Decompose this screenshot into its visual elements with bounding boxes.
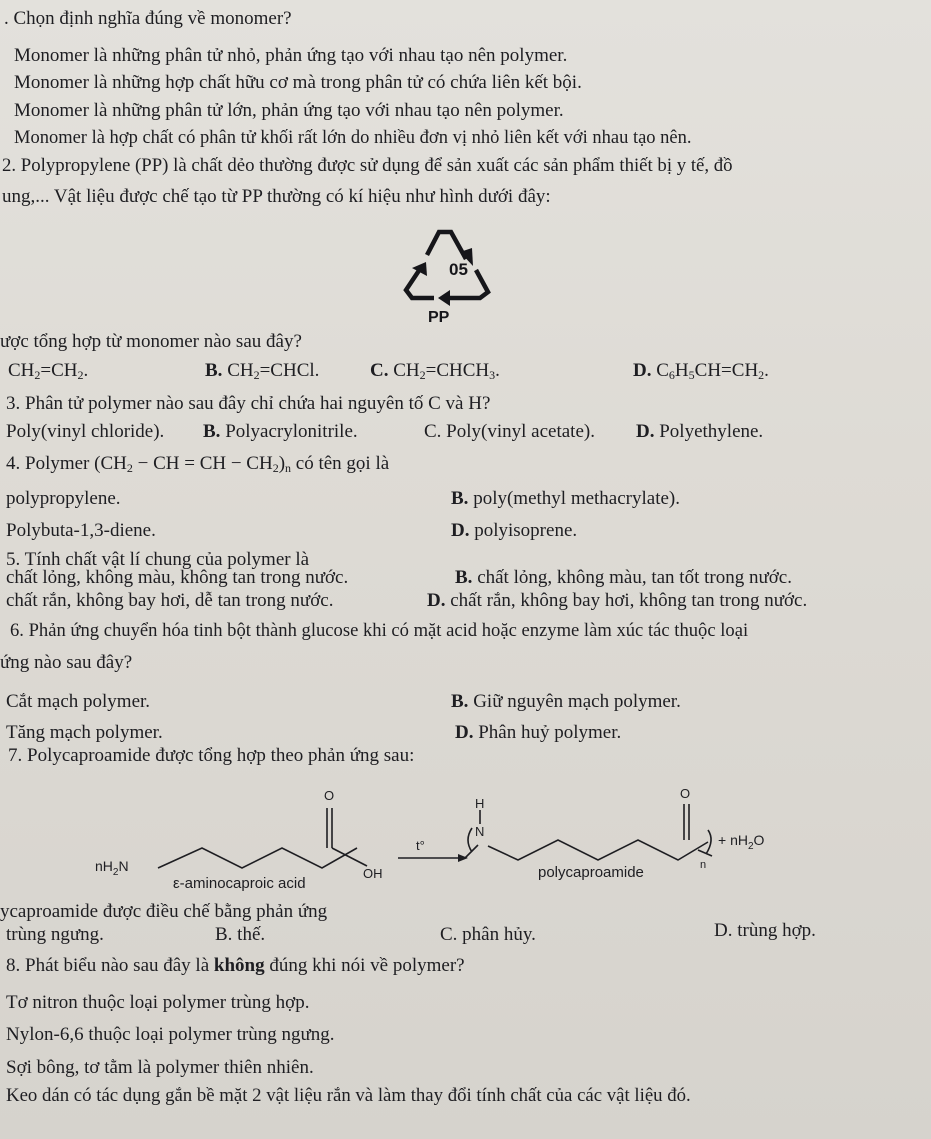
reactant-o-label: O xyxy=(324,788,335,803)
recycle-arrow-top xyxy=(427,232,466,259)
q4-option-c: Polybuta-1,3-diene. xyxy=(6,520,156,541)
q4-option-b: B. poly(methyl methacrylate). xyxy=(451,488,680,509)
q8-option-c: Sợi bông, tơ tằm là polymer thiên nhiên. xyxy=(6,1057,314,1078)
q3-option-b: B. Polyacrylonitrile. xyxy=(203,421,358,442)
product-o-label: O xyxy=(680,786,691,801)
recycle-arrow-left xyxy=(406,269,434,298)
q5-option-a: chất lỏng, không màu, không tan trong nước. xyxy=(6,567,349,588)
q2-option-b: B. $CH_2=CHCl$. xyxy=(205,360,320,382)
q3-stem: 3. Phân tử polymer nào sau đây chỉ chứa hai nguyên tố C và H? xyxy=(6,393,491,414)
q6-option-d: D. Phân huỷ polymer. xyxy=(455,722,622,743)
q8-option-b: Nylon-6,6 thuộc loại polymer trùng ngưng. xyxy=(6,1024,335,1045)
q2-stem-line1: 2. Polypropylene (PP) là chất dẻo thường được sử dụng để sản xuất các sản phẩm thiết bị y tế, đồ xyxy=(2,155,733,176)
q1-option-d: Monomer là hợp chất có phân tử khối rất lớn do nhiều đơn vị nhỏ liên kết với nhau tạo nên. xyxy=(14,128,692,148)
q8-option-a: Tơ nitron thuộc loại polymer trùng hợp. xyxy=(6,992,310,1013)
q5-option-d: D. chất rắn, không bay hơi, không tan trong nước. xyxy=(427,590,808,611)
q7-option-d: D. trùng hợp. xyxy=(714,920,816,941)
pp-recycling-symbol xyxy=(380,222,520,332)
reaction-arrowhead-icon xyxy=(458,854,468,862)
q1-option-a: Monomer là những phân tử nhỏ, phản ứng tạo với nhau tạo nên polymer. xyxy=(14,45,568,66)
q1-option-c: Monomer là những phân tử lớn, phản ứng tạo với nhau tạo nên polymer. xyxy=(14,100,564,121)
q6-option-c: Tăng mạch polymer. xyxy=(6,722,163,743)
heat-label: t° xyxy=(416,838,425,853)
q7-option-c: C. phân hủy. xyxy=(440,924,536,945)
q5-option-b: B. chất lỏng, không màu, tan tốt trong nước. xyxy=(455,567,792,588)
q2-option-d: D. $C_6H_5CH=CH_2$. xyxy=(633,360,769,382)
q7-option-b: B. thế. xyxy=(215,924,266,945)
q7-stem: 7. Polycaproamide được tổng hợp theo phản ứng sau: xyxy=(8,745,415,766)
q8-option-d: Keo dán có tác dụng gắn bề mặt 2 vật liệu rắn và làm thay đổi tính chất của các vật liệu đó. xyxy=(6,1085,691,1106)
n-label: N xyxy=(475,824,485,839)
q6-stem-line2: ứng nào sau đây? xyxy=(0,652,133,673)
bracket-left-icon xyxy=(468,828,472,852)
subscript-n-label: n xyxy=(700,859,707,871)
byproduct-label: + $nH_2O$ xyxy=(718,832,765,852)
q3-option-a: Poly(vinyl chloride). xyxy=(6,421,165,442)
q4-option-a: polypropylene. xyxy=(6,488,121,509)
q7-question: ycaproamide được điều chế bằng phản ứng xyxy=(0,901,328,922)
q1-option-b: Monomer là những hợp chất hữu cơ mà trong phân tử có chứa liên kết bội. xyxy=(14,72,582,93)
q5-option-c: chất rắn, không bay hơi, dễ tan trong nước. xyxy=(6,590,334,611)
q8-stem: 8. Phát biểu nào sau đây là không đúng khi nói về polymer? xyxy=(6,955,465,976)
q4-stem: 4. Polymer ($CH_2$ − CH = CH − $CH_2)_n$ có tên gọi là xyxy=(6,453,390,475)
reactant-name: ε-aminocaproic acid xyxy=(173,875,306,892)
bond-stub-right xyxy=(698,850,712,856)
symbol-code: 05 xyxy=(449,260,468,279)
oh-bond xyxy=(332,848,367,866)
q2-question: ược tổng hợp từ monomer nào sau đây? xyxy=(0,331,302,352)
arrowhead-right-icon xyxy=(438,290,450,306)
reactant-chain xyxy=(158,848,357,868)
q1-stem: . Chọn định nghĩa đúng về monomer? xyxy=(4,8,292,29)
q6-stem-line1: 6. Phản ứng chuyển hóa tinh bột thành glucose khi có mặt acid hoặc enzyme làm xúc tác thuộc loại xyxy=(10,620,749,641)
product-name: polycaproamide xyxy=(538,864,644,881)
bond-stub-left xyxy=(465,845,478,858)
q2-stem-line2: ung,... Vật liệu được chế tạo từ PP thường có kí hiệu như hình dưới đây: xyxy=(2,186,551,207)
q7-option-a: trùng ngưng. xyxy=(6,924,104,945)
product-chain xyxy=(488,840,708,860)
q5-stem: 5. Tính chất vật lí chung của polymer là xyxy=(6,549,310,570)
symbol-label: PP xyxy=(428,309,450,326)
q4-option-d: D. polyisoprene. xyxy=(451,520,578,541)
oh-label: OH xyxy=(363,866,383,881)
q3-option-d: D. Polyethylene. xyxy=(636,421,764,442)
h-label: H xyxy=(475,796,485,811)
q2-option-a: $CH_2=CH_2$. xyxy=(8,360,89,382)
q6-option-b: B. Giữ nguyên mạch polymer. xyxy=(451,691,681,712)
amine-label: $nH_2N$ xyxy=(95,858,129,878)
q2-option-c: C. $CH_2=CHCH_3$. xyxy=(370,360,500,382)
q3-option-c: C. Poly(vinyl acetate). xyxy=(424,421,595,442)
q6-option-a: Cắt mạch polymer. xyxy=(6,691,151,712)
q4-formula: ($CH_2$ − CH = CH − $CH_2)_n$ xyxy=(94,453,292,475)
